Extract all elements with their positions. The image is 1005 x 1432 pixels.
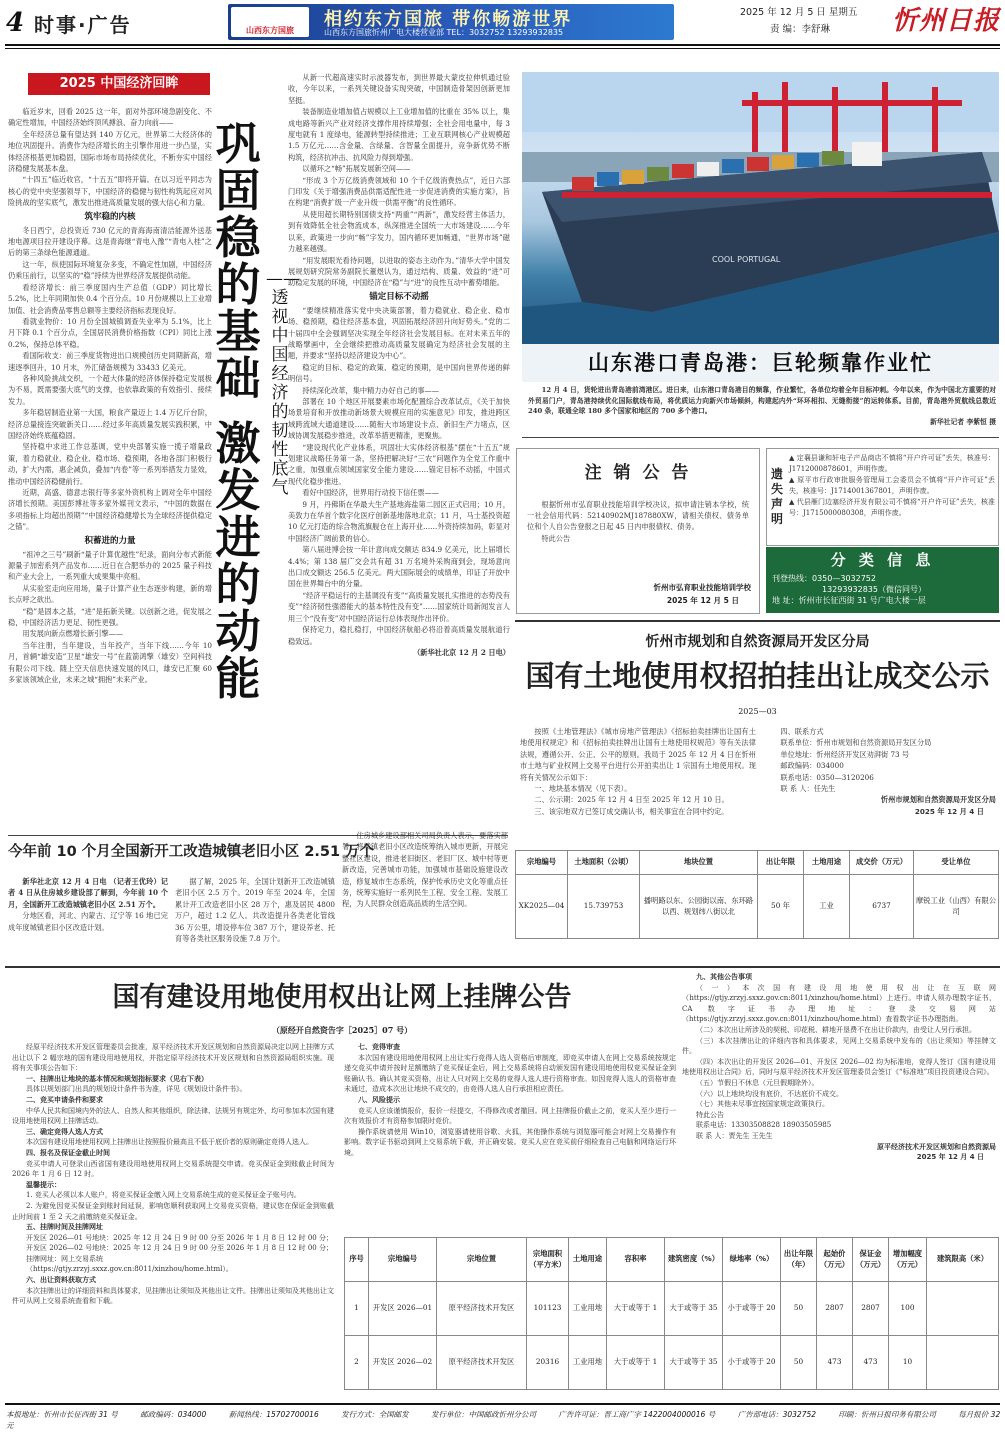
editor-credit: 责 编：李舒琳 — [770, 24, 831, 35]
paragraph: 看国际收支：前三季度货物进出口规模创历史同期新高，增速逐季回升，10 月末，外汇储备规模为 33433 亿美元。 — [8, 351, 212, 372]
land-sale-date: 2025 年 12 月 4 日 — [914, 806, 984, 816]
table-header: 土地用途 — [804, 851, 850, 875]
classified-ads — [766, 547, 999, 613]
table-cell: 大于或等于 1 — [607, 1336, 665, 1390]
lost-statement — [766, 448, 999, 546]
paragraph: 联系电话：13303508828 18903505985 — [696, 1121, 832, 1130]
paragraph: 本次国有建设用地使用权网上出让实行竞得人选人资格后审制度，即竞买申请人在网上交易系统按规定递交竞买申请并按时足额缴纳了竞买保证金后，网上交易系统将自动颁发国有建设用地使用权竞买保证金到账确认书。确认其竞买资格，出让人只对网上交易的竞得人选人进行资格审查。如因竞得人选人的资格审查未通过，造成本次出让地块不成交的，由竞得人选人自行承担相应责任。 — [344, 1053, 676, 1094]
paragraph: 联系电话：0350—3120206 — [780, 772, 874, 782]
paragraph: （二）本次出让所涉及的契税、印花税、耕地开垦费不在出让价款内，由受让人另行承担。 — [696, 1025, 976, 1034]
footer-item: 邮政编码：034000 — [140, 1410, 207, 1419]
table-cell: 大于或等于 35 — [665, 1336, 723, 1390]
table-cell: 100 — [889, 1282, 927, 1336]
paragraph: （五）节假日不休息（元旦假期除外）。 — [696, 1078, 819, 1087]
ship-illustration — [522, 72, 999, 344]
paragraph: 1. 竞买人必须以本人账户，将竞买保证金缴入网上交易系统生成的竞买保证金子账号内。 — [26, 1191, 301, 1200]
notice-body — [517, 487, 759, 545]
table-header: 序号 — [345, 1238, 369, 1282]
paragraph: “祖冲之三号”刷新“量子计算优越性”纪录，面向分布式新能源量子加密系列产品发布……近日在合肥举办的 2025 量子科技和产业大会上，一系列重大成果集中亮相。 — [8, 549, 212, 582]
table-row — [345, 1336, 999, 1390]
table-header-row — [516, 851, 999, 875]
table-header: 出让年限 — [758, 851, 804, 875]
footer-item: 本报地址：忻州市长征西街 31 号 — [6, 1410, 118, 1419]
photo-credit: 新华社记者 李紫恒 摄 — [930, 417, 996, 426]
footer-item: 广告许可证：晋工商广字 1422004000016 号 — [558, 1410, 716, 1419]
paragraph: 用发展向新点燃增长新引擎—— — [22, 629, 124, 639]
land-sale-org: 忻州市规划和自然资源局开发区分局 — [645, 634, 870, 650]
table-cell: 6737 — [850, 875, 914, 939]
column-banner: 2025 中国经济回眸 — [28, 73, 210, 95]
footer-item: 发行单位：中国邮政忻州分公司 — [431, 1410, 537, 1419]
paragraph: 开发区 2026—01 号地块：2025 年 12 月 24 日 9 时 00 分至 2026 年 1 月 8 日 12 时 00 分； — [26, 1233, 333, 1242]
paragraph: 操作系统请使用 Win10，浏览器请使用谷歌、火狐，其他操作系统与浏览器可能会对网上交易操作有影响。数字证书驱动到网上交易系统下载，并正确安装。竞买人应在竞买前仔细检查自己电脑和网络运行环境。 — [344, 1127, 676, 1157]
newspaper-logo: 忻州日报 — [892, 6, 1001, 36]
table-header: 地块位置 — [640, 851, 758, 875]
classified-phone-row: 刊登热线：0350—3032752 — [772, 573, 876, 583]
paragraph: 看就业物价：10 月份全国城镇调查失业率为 5.1%，比上月下降 0.1 个百分点，全国居民消费价格指数（CPI）同比上涨 0.2%，保持总体平稳。 — [8, 316, 212, 349]
notice-signer: 忻州市弘育职业技能培训学校 — [653, 582, 751, 592]
table-row — [516, 875, 999, 939]
divider — [5, 966, 1000, 968]
paragraph: 中华人民共和国境内外的法人、自然人和其他组织，除法律、法规另有规定外，均可参加本次国有建设用地使用权网上挂牌活动。 — [12, 1106, 334, 1126]
paragraph: 特此公告 — [541, 533, 571, 543]
headline-line-2: 激发进的动能 — [215, 417, 261, 705]
table-cell: 20316 — [527, 1336, 569, 1390]
table-cell: 开发区 2026—02 — [369, 1336, 437, 1390]
paragraph: 本次国有建设用地使用权网上挂牌出让按照报价最高且不低于底价者的原则确定竞得人选人。 — [26, 1138, 313, 1147]
table-cell: 50 年 — [758, 875, 804, 939]
table-header: 起始价（万元） — [817, 1238, 853, 1282]
section-heading: 锚定目标不动摇 — [369, 291, 429, 302]
paragraph: 从实验室走向应用场，量子计算产业生态逐步构建，新的增长点呼之欲出。 — [8, 583, 212, 605]
table-cell: 101123 — [527, 1282, 569, 1336]
renovation-headline: 今年前 10 个月全国新开工改造城镇老旧小区 2.51 万个 — [8, 844, 375, 860]
table-header: 土地用途 — [569, 1238, 607, 1282]
table-header: 增加幅度（万元） — [889, 1238, 927, 1282]
paragraph: 经原平经济技术开发区管理委员会批准，原平经济技术开发区规划和自然资源局决定以网上挂牌方式出让以下 2 幅宗地的国有建设用地使用权，并指定原平经济技术开发区规划和自然资源局组织实施。现将有关事项公告如下： — [12, 1043, 334, 1073]
section-heading: 七、竞得审查 — [358, 1042, 400, 1051]
table-row — [345, 1282, 999, 1336]
footer-item: 印刷：忻州日报印务有限公司 — [838, 1410, 936, 1419]
section-heading: 积蓄进的力量 — [84, 535, 136, 546]
table-cell: 工业用地 — [569, 1282, 607, 1336]
section-heading: 筑牢稳的内核 — [84, 211, 136, 222]
cancellation-notice — [516, 448, 760, 614]
section-heading: 一、挂牌出让地块的基本情况和规划指标要求（见右下表） — [26, 1073, 208, 1083]
table-cell: 原平经济技术开发区 — [437, 1336, 527, 1390]
paragraph: （三）本次挂牌出让的详细内容和具体要求，见网上交易系统中发布的《出让须知》等挂牌文件。 — [682, 1036, 996, 1056]
paragraph: 联系单位：忻州市规划和自然资源局开发区分局 — [780, 738, 932, 748]
paragraph: 装备制造业增加值占规模以上工业增加值的比重在 35% 以上，集成电路等新兴产业对经济支撑作用持续增强；全社会用电量中，每 3 度电就有 1 度绿电，能源转型持续推进；工业互联网核心产业规模超 1.5 万亿元……含金量、含绿量、含智量全面提升，竞争新优势不断构筑，经济抗冲击、抗风险力得到增强。 — [288, 107, 510, 162]
renovation-col-1 — [8, 876, 168, 933]
paragraph: 竞买申请人可登录山西省国有建设用地使用权网上交易系统提交申请。竞买保证金到账截止时间为 2026 年 1 月 6 日 12 时。 — [12, 1159, 334, 1179]
economy-col-1 — [8, 106, 212, 686]
paragraph: 部署在 10 个地区开展要素市场化配置综合改革试点，《关于加快场景培育和开放推动新场景大规模应用的实施意见》印发，推进跨区域跨流域大通道建设……随衔大市场建设卡点、新旧生产力堵点，区域协调发展稳步推进，改革举措更精准，更聚焦。 — [288, 396, 510, 441]
land-sale-contact — [766, 726, 996, 817]
table-header: 受让单位 — [914, 851, 999, 875]
table-cell: 10 — [889, 1336, 927, 1390]
table-header: 保证金（万元） — [853, 1238, 889, 1282]
section-heading: 三、确定竞得人选人方式 — [26, 1126, 103, 1136]
paragraph: 2. 为避免因竞买保证金到账时间延误，影响您顺利获取网上交易竞买资格，建议您在保证金到账截止时间前 1 至 2 天之前缴纳竞买保证金。 — [12, 1201, 334, 1221]
paragraph: 这一年，纵使国际环境复杂多变，不确定性加剧，中国经济仍乘压前行，以坚实的“稳”持续为世界经济发展提供动能。 — [8, 259, 212, 281]
section-heading: 八、风险提示 — [358, 1094, 400, 1104]
source-credit: （新华社北京 12 月 2 日电） — [413, 647, 510, 657]
section-heading: 六、出让资料获取方式 — [26, 1275, 96, 1285]
paragraph: 当年注册，当年建设，当年投产，当年下线……今年 10 月，首辆“雄安造”卫星“雄安一号”在蓝箭鸿擎（雄安）空间科技有限公司下线。随上空天信息快速发展的风口，雄安已汇聚 60 多家该领域企业，未来之城“拥抱”未来产业。 — [8, 640, 212, 685]
table-header: 绿地率（%） — [723, 1238, 781, 1282]
table-header: 宗地位置 — [437, 1238, 527, 1282]
paragraph: 开发区 2026—02 号地块：2025 年 12 月 24 日 9 时 00 分至 2026 年 1 月 8 日 12 时 00 分； — [26, 1244, 333, 1253]
table-cell: 2807 — [853, 1282, 889, 1336]
paragraph: （六）以上地块均没有底价，不达底价不成交。 — [696, 1089, 843, 1098]
footer-item: 发行方式：全国邮发 — [341, 1410, 409, 1419]
table-cell: 50 — [781, 1336, 817, 1390]
table-cell: 开发区 2026—01 — [369, 1282, 437, 1336]
ship-name-label: COOL PORTUGAL — [712, 255, 781, 264]
paragraph: 保持定力，稳扎稳打，中国经济航船必将沿着高质量发展航道行稳致远。 — [288, 625, 510, 646]
table-cell: 2807 — [817, 1282, 853, 1336]
divider — [522, 437, 999, 438]
table-header: 出让年限（年） — [781, 1238, 817, 1282]
paragraph: 分地区看，河北、内蒙古、辽宁等 16 地已完成年度城镇老旧小区改造计划。 — [8, 911, 168, 932]
section-heading: 二、竞买申请条件和要求 — [26, 1094, 103, 1104]
subheadline: ——透视中国经济的韧性底气 — [266, 269, 300, 498]
table-cell: 1 — [345, 1282, 369, 1336]
divider — [515, 620, 1000, 622]
table-header: 宗地编号 — [516, 851, 568, 875]
section-heading: 五、挂牌时间及挂牌网址 — [26, 1222, 103, 1232]
table-cell: 大于或等于 35 — [665, 1282, 723, 1336]
table-cell: 473 — [817, 1336, 853, 1390]
economy-col-2 — [288, 72, 510, 658]
table-cell — [927, 1336, 999, 1390]
table-header: 宗地编号 — [369, 1238, 437, 1282]
paragraph: 从使用超长期特别国债支持“两重”“两新”，激发经营主体活力，到有效降低全社会物流成本，纵深推进全国统一大市场建设……今年以来，政策进一步向“畅”字发力，国内循环更加畅通，“世界市场”磁力越来越强。 — [288, 209, 510, 254]
paragraph: 联 系 人：贾先生 王先生 — [696, 1131, 773, 1140]
paragraph: 新华社北京 12 月 4 日电 （记者王优玲）记者 4 日从住房城乡建设部了解到，今年前 10 个月，全国新开工改造城镇老旧小区 2.51 万个。 — [8, 877, 168, 909]
paragraph: “经济平稳运行的主基调没有变”“高质量发展扎实推进的态势没有变”“经济韧性强潜能大的基本特性没有变”……国家统计局新闻发言人用三个“没有变”对中国经济运行总体表现作出评价。 — [288, 590, 510, 623]
land-sale-signer: 忻州市规划和自然资源局开发区分局 — [880, 795, 996, 805]
travel-agency-logo: 山西东方国旅 — [231, 7, 309, 37]
construction-land-number: （原经开自然资告字［2025］07 号） — [271, 1025, 413, 1035]
paragraph: 临近岁末，回看 2025 这一年，面对外部环境急剧变化、不确定性增加，中国经济始终顶风搏浪、奋力向前—— — [8, 107, 212, 128]
table-cell: 播明路以东、公园街以南、东环路以西、规划纬八街以北 — [640, 875, 758, 939]
ad-contact: 山西东方国旅忻州广电大楼营业部 TEL：3032752 13293932835 — [324, 28, 564, 37]
construction-col-1 — [12, 1042, 334, 1307]
header-rule-thin — [5, 48, 1000, 49]
header-ad-banner[interactable] — [228, 4, 674, 40]
caption-text: 12 月 4 日，货轮进出青岛港前湾港区。进日来，山东港口青岛港目的频靠，作业繁忙，各单位均着全年目标冲刺。今年以来，作为中国北方重要的对外贸易门户，青岛港持续优化国际航线布局，将优质运力向新兴市场倾斜，构建起内外“环环相扣、无缝衔接”的运转体系。目前，青岛港外贸航线总数近 240 条，联通全球 180 多个国家和地区的 700 多个港口。 — [528, 386, 996, 416]
paragraph: 按照《土地管理法》《城市房地产管理法》《招标拍卖挂牌出让国有土地使用权规定》和《招标拍卖挂牌出让国有土地使用权规范》等有关法律法规，遵循公开、公正、公平的原则。我局于 2025 年 12 月 4 日在忻州市土地与矿业权网上交易平台进行公开拍卖出让 1 宗国有土地使用权。现将有关情况公示如下： — [520, 727, 756, 782]
paragraph: 第八届进博会按一年计意向成交额达 834.9 亿美元，比上届增长 4.4%；第 138 届广交会共有超 31 万名境外采购商到会，现场意向出口成交额达 256.5 亿美元。两大国际展会的成绩单，印证了开放中国在世界舞台中的分量。 — [288, 545, 510, 589]
footer-rule — [5, 1403, 1000, 1405]
paragraph: 一、地块基本情况（见下表）。 — [534, 784, 632, 794]
page-number: 4 — [6, 8, 25, 38]
table-cell: 15.739753 — [568, 875, 640, 939]
paragraph: 以循环之“畅”拓展发展新空间—— — [302, 164, 411, 174]
table-header: 宗地面积（平方米） — [527, 1238, 569, 1282]
construction-date: 2025 年 12 月 4 日 — [916, 1153, 984, 1162]
paragraph: “建设现代化产业体系，巩固壮大实体经济根基”摆在“十五五”规划建议战略任务第一条，坚持把解决好“三农”问题作为全党工作重中之重，加强重点领域国家安全能力建设……锚定目标不动摇，中国式现代化稳步推进。 — [288, 442, 510, 486]
paragraph: 各种风险挑战交织，一个超大体量的经济体保持稳定发展极为不易，既需要强大底气的支撑，也依靠政策的有效指引、接续发力。 — [8, 373, 212, 406]
notice-title: 注 销 公 告 — [584, 463, 692, 483]
renovation-col-3 — [342, 830, 508, 910]
section-heading: 四、报名及保证金截止时间 — [26, 1147, 110, 1157]
paragraph: “稳”是固本之基，“进”是拓新关键。以创新之进，促发展之稳，中国经济活力更足、韧性更强。 — [8, 606, 212, 628]
paragraph: 单位地址：忻州经济开发区劝湃街 73 号 — [780, 749, 910, 759]
classified-phone-2: 13293932835（微信同号） — [822, 584, 926, 594]
classified-address: 地 址：忻州市长征西街 31 号广电大楼一层 — [772, 595, 926, 605]
land-sale-title: 国有土地使用权招拍挂出让成交公示 — [525, 659, 990, 693]
classified-title: 分 类 信 息 — [830, 551, 935, 569]
paragraph: 看好中国经济，世界用行动投下信任票—— — [302, 488, 439, 498]
footer-item: 广告部电话：3032752 — [737, 1410, 817, 1419]
table-cell — [927, 1282, 999, 1336]
paragraph: 本次挂牌出让的详细资料和具体要求，见挂牌出让须知及其他出让文件。挂牌出让须知及其他出让文件可从网上交易系统查看和下载。 — [12, 1286, 334, 1306]
notice-date: 2025 年 12 月 5 日 — [666, 595, 739, 605]
paragraph: （四）本次出让的开发区 2026—01、开发区 2026—02 均为标准地，竞得人签订《国有建设用地使用权出让合同》后，同时与原平经济技术开发区管理委员会签订《“标准地”项目投资建设合同》。 — [682, 1057, 996, 1077]
port-photo — [522, 72, 999, 344]
table-cell: 小于或等于 20 — [723, 1282, 781, 1336]
paragraph: 冬日西宁，总投资近 730 亿元的青海海南清洁能源外送基地电源项目拉开建设序幕。这是青海继“青电入豫”“青电入桂”之后的第三条绿色能源通道。 — [8, 225, 212, 258]
construction-col-3 — [682, 972, 996, 1163]
ad-slogan: 相约东方国旅 带你畅游世界 — [324, 9, 573, 30]
paragraph: 挂牌网址：网上交易系统 — [26, 1254, 103, 1263]
paragraph: 邮政编码：034000 — [780, 761, 844, 771]
section-heading: 九、其他公告事项 — [696, 972, 752, 981]
construction-land-title: 国有建设用地使用权出让网上挂牌公告 — [112, 982, 572, 1013]
paragraph: （七）其他未尽事宜按国家规定政策执行。 — [696, 1100, 829, 1109]
photo-headline: 山东港口青岛港：巨轮频靠作业忙 — [522, 344, 999, 382]
paragraph: 坚持稳中求进工作总基调，党中央部署实施一揽子增量政策，着力稳就业、稳企业、稳市场、稳预期，各地各部门积极行动，扩大内需，惠企减负，叠加“内卷”等一系列举措发力显效，推动中国经济稳健前行。 — [8, 442, 212, 486]
paragraph: “形成 3 个万亿级消费领域和 10 个千亿级消费热点”，近日六部门印发《关于增强消费品供需适配性进一步促进消费的实施方案》，旨在构建“消费扩级一产业升级一供需平衡”的良性循环。 — [288, 175, 510, 208]
table-cell: 工业用地 — [569, 1336, 607, 1390]
table-cell: 2 — [345, 1336, 369, 1390]
issue-date: 2025 年 12 月 5 日 星期五 — [740, 7, 858, 18]
table-header: 容积率 — [607, 1238, 665, 1282]
paragraph: 四、联系方式 — [780, 727, 824, 736]
section-title: 时事·广告 — [34, 13, 132, 37]
footer — [6, 1409, 1001, 1432]
headline — [212, 117, 264, 705]
table-header: 成交价（万元） — [850, 851, 914, 875]
paragraph: 根据忻州市弘育职业技能培训学校决议，拟申请注销本学校，统一社会信用代码：52140902MJ187880XW，请相关债权、债务单位和个人自公告登报之日起 45 日内申报债权、债务。 — [527, 499, 749, 532]
paragraph: 稳定的目标、稳定的政策、稳定的预期，是中国向世界传递的鲜明信号。 — [288, 362, 510, 384]
paragraph: （一）本次国有建设用地使用权出让在互联网（https://gtjy.zrzyj.sxxz.gov.cn:8011/xinzhou/home.html）上进行。申请人须办理数字证书，CA 数字证书办理地址：登录交易网站（https://gtjy.zrzyj.sxxz.gov.cn:8011/xinzhou/home.html）查看数字证书办理指南。 — [682, 983, 996, 1024]
paragraph: 二、公示期：2025 年 12 月 4 日至 2025 年 12 月 10 日。 — [534, 795, 729, 805]
paragraph: 看经济增长：前三季度国内生产总值（GDP）同比增长 5.2%，比上年同期加快 0.4 个百分点。10 月份规模以上工业增加值、社会消费品零售总额等主要经济指标表现良好。 — [8, 282, 212, 315]
land-sale-body — [520, 726, 756, 817]
footer-item: 新闻热线：15702700016 — [228, 1410, 319, 1419]
lost-label: 遗失声明 — [771, 467, 784, 526]
construction-signer: 原平经济技术开发区规划和自然资源局 — [877, 1142, 996, 1151]
paragraph: 具体以规划部门出具的规划设计条件书为准，详见《规划设计条件书》。 — [26, 1085, 247, 1094]
paragraph: 全年经济总量有望达到 140 万亿元，世界第二大经济体的地位巩固提升。消费作为经济增长的主引擎作用进一步凸显，实体经济根基更加稳固，国际市场布局持续优化，不断夯实中国经济稳健发展基本盘。 — [8, 129, 212, 174]
table-header: 土地面积（公顷） — [568, 851, 640, 875]
table-header: 建筑密度（%） — [665, 1238, 723, 1282]
table-cell: 工业 — [804, 875, 850, 939]
renovation-col-2 — [175, 876, 335, 944]
table-cell: 小于或等于 20 — [723, 1336, 781, 1390]
paragraph: 特此公告 — [696, 1110, 724, 1119]
lost-item: ▲ 原平市行政审批服务管理局工会委员会不慎将“开户许可证”丢失，核准号：J1714001367801，声明作废。 — [789, 476, 995, 495]
table-cell: 原平经济技术开发区 — [437, 1282, 527, 1336]
land-sale-table — [515, 850, 999, 939]
footer-item: 每月报价 32 元 — [6, 1410, 1001, 1431]
paragraph: “要继续精准落实党中央决策部署，着力稳就业、稳企业、稳市场、稳预期，稳住经济基本盘，巩固拓展经济回升向好势头。”党的二十届四中全会强调坚决实现全年经济社会发展目标。在对未来五年的战略擘画中，全会继续把推动高质量发展确定为经济社会发展的主题，并要求“坚持以经济建设为中心”。 — [288, 305, 510, 361]
table-header-row — [345, 1238, 999, 1282]
lost-item: ▲ 代县雁门边塞经济开发有限公司不慎将“开户许可证”丢失，核准号：J1715000080308，声明作废。 — [789, 498, 995, 517]
paragraph: 从新一代超高速实时示波器发布，到世界最大蒙皮拉伸机通过验收，今年以来，一系列关键设备实现突破，中国制造骨架因创新更加坚挺。 — [288, 73, 510, 105]
table-cell: XK2025—04 — [516, 875, 568, 939]
paragraph: 温馨提示： — [26, 1179, 61, 1189]
table-header: 建筑限高（米） — [927, 1238, 999, 1282]
land-sale-number: 2025—03 — [738, 707, 777, 716]
classified-contact — [766, 572, 999, 607]
lost-item: ▲ 定襄县谦和轩电子产品商店不慎将“开户许可证”丢失，核准号：J1712000878601，声明作废。 — [789, 454, 995, 473]
paragraph: 联 系 人：任先生 — [780, 784, 836, 794]
table-cell: 摩锐工业（山西）有限公司 — [914, 875, 999, 939]
construction-land-table — [344, 1237, 999, 1390]
table-cell: 大于或等于 1 — [607, 1282, 665, 1336]
paragraph: 9 月，丹佛斯在华最大生产基地海盐第二园区正式启用；10 月，美敦力在华首个数字化医疗创新基地落地北京；11 月，马士基投资超 10 亿元打造的综合物流旗舰仓在上海开业……外资持续加码，彰显对中国经济广阔前景的信心。 — [288, 499, 510, 543]
paragraph: 多年稳居制造业第一大国，粮食产量迈上 1.4 万亿斤台阶，经济总量接连突破新关口……经过多年高质量发展实践积累，中国经济始终底蕴稳固。 — [8, 408, 212, 440]
header-rule — [5, 44, 1000, 46]
construction-col-2 — [344, 1042, 676, 1159]
paragraph: 持续深化改革，集中精力办好自己的事—— — [302, 385, 439, 395]
paragraph: 三、该宗地双方已签订成交确认书，相关事宜在合同中约定。 — [534, 806, 729, 816]
paragraph: “十四五”临近收官，“十五五”即将开篇。在以习近平同志为核心的党中央坚强领导下，中国经济的稳健与韧性构筑起应对风险挑战的坚实底气，激发出推进高质量发展的强大信心和力量。 — [8, 175, 212, 208]
paragraph: （https://gtjy.zrzyj.sxxz.gov.cn:8011/xinzhou/home.html）。 — [26, 1265, 233, 1274]
paragraph: 近期，高盛、德意志银行等多家外资机构上调对全年中国经济增长预期。美国彭博社等多家外媒刊文表示，“中国的数据在多项指标上均超出预期”“中国经济稳健增长为全球经济提供稳定之锚”。 — [8, 488, 212, 532]
paragraph: 据了解，2025 年，全国计划新开工改造城镇老旧小区 2.5 万个。2019 年至 2024 年，全国累计开工改造老旧小区 28 万个，惠及居民 4800 万户，超过 1.2 亿人。共改造提升各类老化管线 36 万公里，增设停车位 387 万个，建设养老、托育等各类社区服务设施 7.8 万个。 — [175, 877, 335, 944]
table-cell: 473 — [853, 1336, 889, 1390]
paragraph: 住房城乡建设部相关司局负责人表示，要落实部署，将城镇老旧小区改造统筹纳入城市更新，开展完整社区建设，推进老旧街区、老旧厂区、城中村等更新改造，完善城市功能，加强城市基础设施建设改造，修复城市生态系统，保护传承历史文化等重点任务，统筹实施好一系列民生工程、安全工程、发展工程，为人民群众创造高品质的生活空间。 — [342, 831, 508, 909]
table-cell: 50 — [781, 1282, 817, 1336]
headline-line-1: 巩固稳的基础 — [215, 117, 261, 405]
photo-caption — [528, 385, 996, 427]
lost-items — [789, 453, 995, 519]
paragraph: “用发展眼光看待问题，以进取的姿态主动作为。”清华大学中国发展规划研究院常务副院长董煜认为，通过结构、质量、效益的“进”可助稳定发展的环境，中国经济在“稳”与“进”的良性互动中蓄势增能。 — [288, 255, 510, 288]
paragraph: 竞买人应该谨慎报价，报价一经提交，不得修改或者撤回。网上挂牌报价截止之前，竞买人至少进行一次有效报价才有资格参加限时竞价。 — [344, 1106, 676, 1126]
